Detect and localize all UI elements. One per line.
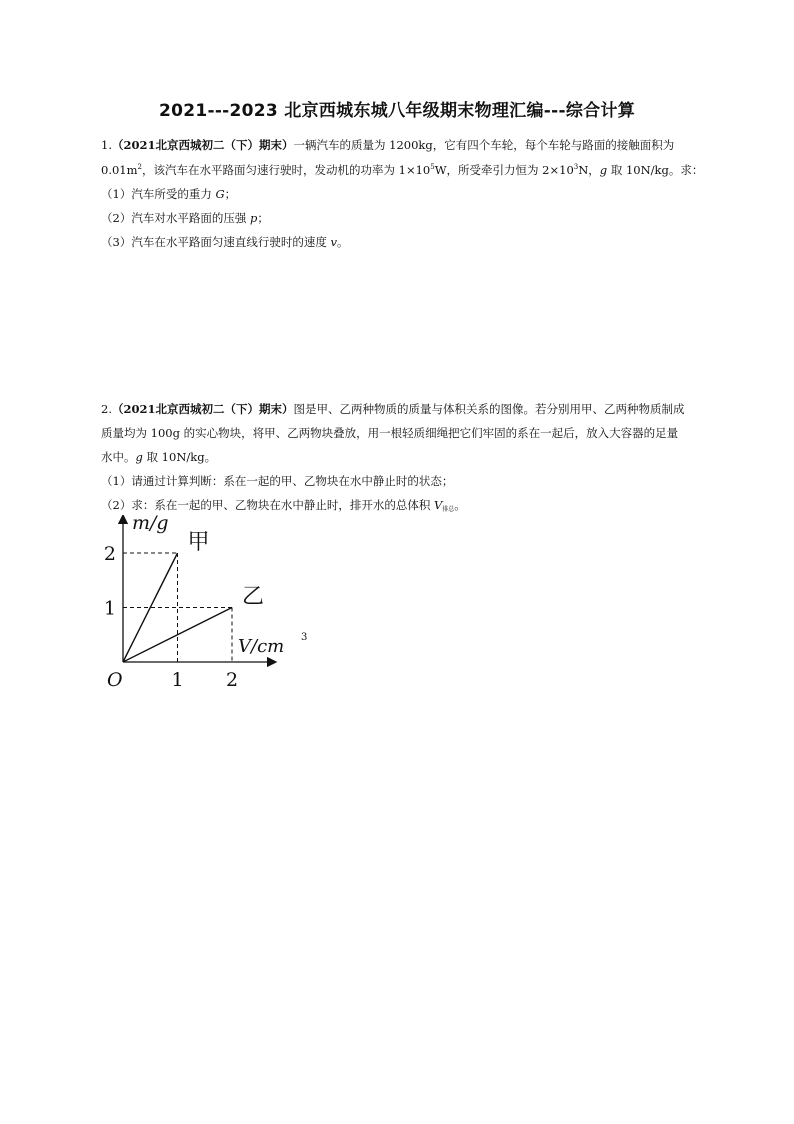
x-axis-label-exponent: 3 (301, 632, 308, 643)
q2-line-1 (101, 401, 685, 417)
q2-sub-1 (101, 473, 453, 489)
q1-area: 0.01m (101, 163, 138, 177)
series-label-jia: 甲 (187, 530, 210, 555)
q1-g-value: 取 10N/kg。求： (607, 163, 704, 177)
y-tick-label: 1 (103, 597, 116, 620)
q2-g-value: 取 10N/kg。 (142, 450, 217, 464)
q2-text-2: 质量均为 100g 的实心物块，将甲、乙两物块叠放，用一根轻质细绳把它们牢固的系在一起后，放入大容器的足量 (101, 426, 679, 440)
q1-sub-1-text: （1）汽车所受的重力 (101, 187, 216, 201)
q1-power-exp: 5 (430, 163, 435, 171)
y-axis-label: m/g (132, 515, 169, 534)
q1-sub-2-var: p (249, 211, 258, 225)
q1-sub-2 (101, 210, 269, 226)
y-tick-label: 2 (103, 543, 116, 565)
q2-sub-1-text: （1）请通过计算判断：系在一起的甲、乙物块在水中静止时的状态； (101, 474, 454, 488)
q1-sub-3-var: v (330, 235, 337, 249)
origin-label: O (107, 669, 123, 691)
series-label-yi: 乙 (242, 584, 265, 610)
q2-line-3 (101, 449, 216, 465)
q1-source: （2021北京西城初二（下）期末） (111, 138, 294, 152)
chart-guides (123, 553, 232, 662)
q2-sub-2-end: 。 (454, 498, 466, 512)
q2-line-2 (101, 425, 678, 441)
q2-source: （2021北京西城初二（下）期末） (111, 402, 294, 416)
q2-sub-2-var: V (433, 498, 443, 512)
q1-sub-3 (101, 234, 348, 250)
q2-text-1: 图是甲、乙两种物质的质量与体积关系的图像。若分别用甲、乙两种物质制成 (293, 402, 685, 416)
page-title: 2021---2023 北京西城东城八年级期末物理汇编---综合计算 (158, 101, 636, 121)
q2-sub-2-text: （2）求：系在一起的甲、乙物块在水中静止时，排开水的总体积 (101, 498, 434, 512)
q2-g-var: g (135, 450, 143, 464)
q2-text-3: 水中。 (101, 450, 136, 464)
q1-sub-2-end: ； (257, 211, 269, 225)
q2-sub-2-subscript: 排总 (442, 506, 455, 513)
q1-force-unit: N， (578, 163, 600, 177)
q2-sub-2 (101, 497, 466, 513)
q1-number: 1. (101, 138, 112, 152)
q1-line-1 (101, 137, 674, 153)
q1-g-var: g (599, 163, 608, 177)
x-axis-label: V/cm (238, 636, 285, 657)
x-tick-label: 2 (225, 669, 239, 691)
mass-volume-chart (100, 515, 310, 695)
q1-sub-1-end: ； (224, 187, 237, 201)
q1-text-1: 一辆汽车的质量为 1200kg，它有四个车轮，每个车轮与路面的接触面积为 (293, 138, 675, 152)
q1-sub-3-text: （3）汽车在水平路面匀速直线行驶时的速度 (101, 235, 331, 249)
q1-force-exp: 3 (573, 163, 579, 171)
q1-sub-2-text: （2）汽车对水平路面的压强 (101, 211, 250, 225)
q2-number: 2. (101, 402, 112, 416)
chart-labels (104, 515, 307, 691)
q1-sub-1 (101, 186, 236, 202)
q1-area-exp: 2 (137, 163, 142, 171)
q1-power: ，该汽车在水平路面匀速行驶时，发动机的功率为 1×10 (141, 163, 431, 177)
q1-sub-1-var: G (215, 187, 225, 201)
q1-sub-3-end: 。 (336, 235, 349, 249)
q1-line-2 (101, 162, 703, 178)
q1-force: W，所受牵引力恒为 2×10 (434, 163, 574, 177)
x-tick-label: 1 (171, 669, 184, 691)
